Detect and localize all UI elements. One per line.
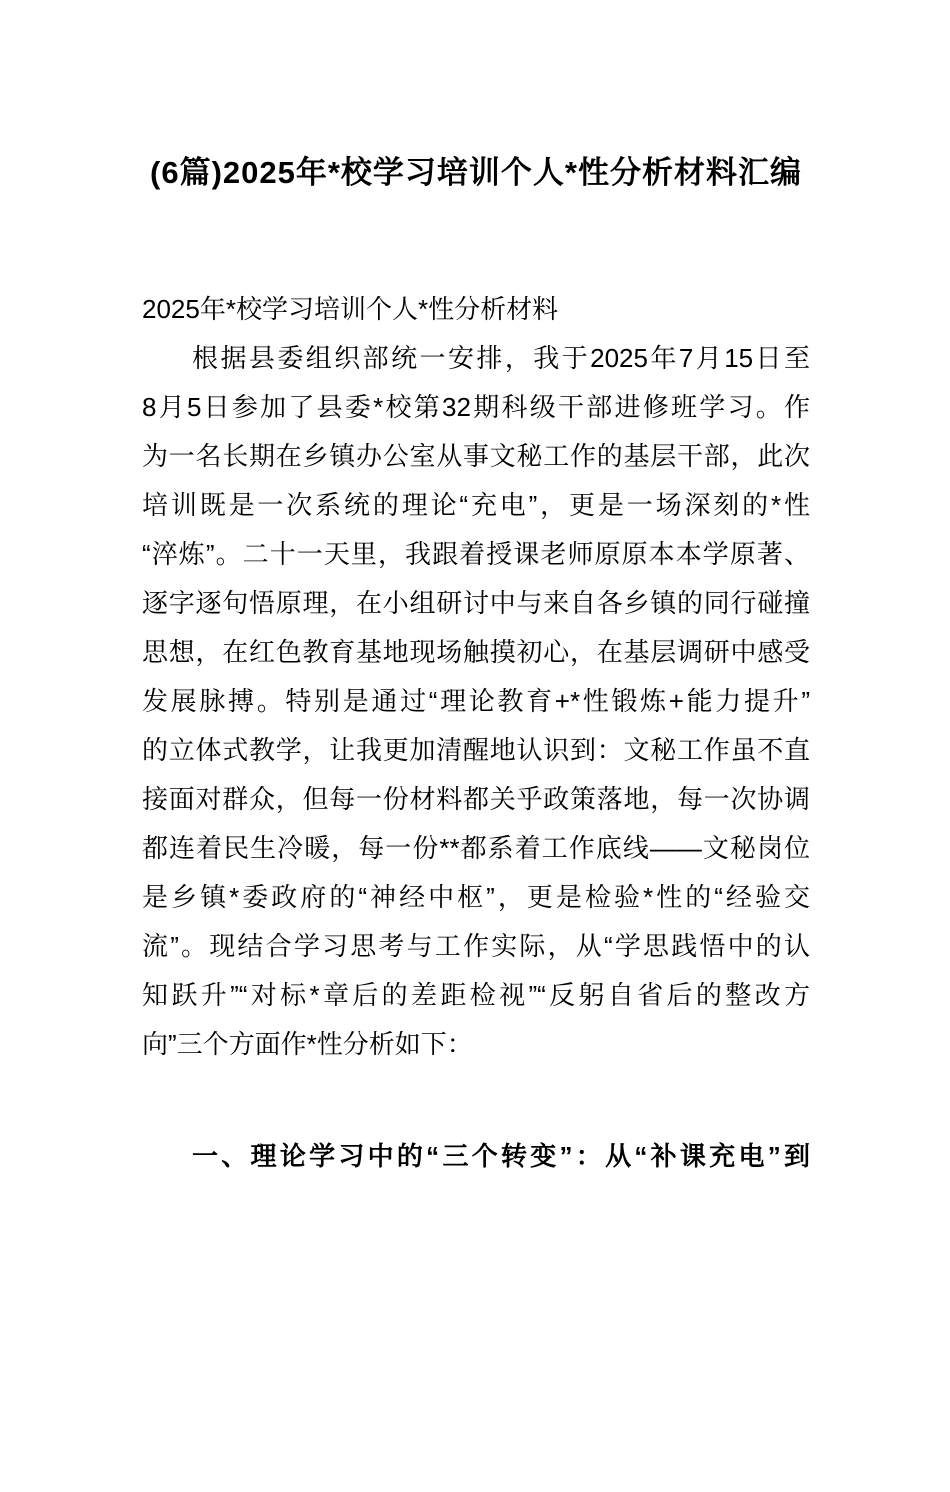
section-heading: 一、理论学习中的“三个转变”：从“补课充电”到 (192, 1141, 810, 1171)
document-page (0, 148, 950, 1492)
document-line: 流”。现结合学习思考与工作实际，从“学思践悟中的认 (142, 931, 810, 961)
document-line: 的立体式教学，让我更加清醒地认识到：文秘工作虽不直 (142, 735, 810, 765)
document-title: (6篇)2025年*校学习培训个人*性分析材料汇编 (150, 155, 802, 190)
document-line: 思想，在红色教育基地现场触摸初心，在基层调研中感受 (142, 637, 810, 667)
document-subtitle-line: 2025年*校学习培训个人*性分析材料 (142, 294, 559, 324)
document-line: 根据县委组织部统一安排，我于2025年7月15日至 (192, 343, 810, 373)
document-line: 培训既是一次系统的理论“充电”，更是一场深刻的*性 (142, 490, 810, 520)
document-line: 是乡镇*委政府的“神经中枢”，更是检验*性的“经验交 (142, 882, 810, 912)
document-line: 接面对群众，但每一份材料都关乎政策落地，每一次协调 (142, 784, 810, 814)
document-line: 为一名长期在乡镇办公室从事文秘工作的基层干部，此次 (142, 441, 810, 471)
document-line: 都连着民生冷暖，每一份**都系着工作底线——文秘岗位 (142, 833, 810, 863)
document-body (142, 334, 810, 1069)
document-line: 逐字逐句悟原理，在小组研讨中与来自各乡镇的同行碰撞 (142, 588, 810, 618)
document-line: 发展脉搏。特别是通过“理论教育+*性锻炼+能力提升” (142, 686, 810, 716)
document-line: 向”三个方面作*性分析如下： (142, 1029, 473, 1059)
document-line: 知跃升”“对标*章后的差距检视”“反躬自省后的整改方 (142, 980, 810, 1010)
document-line: 8月5日参加了县委*校第32期科级干部进修班学习。作 (142, 392, 810, 422)
document-line: “淬炼”。二十一天里，我跟着授课老师原原本本学原著、 (142, 539, 810, 569)
